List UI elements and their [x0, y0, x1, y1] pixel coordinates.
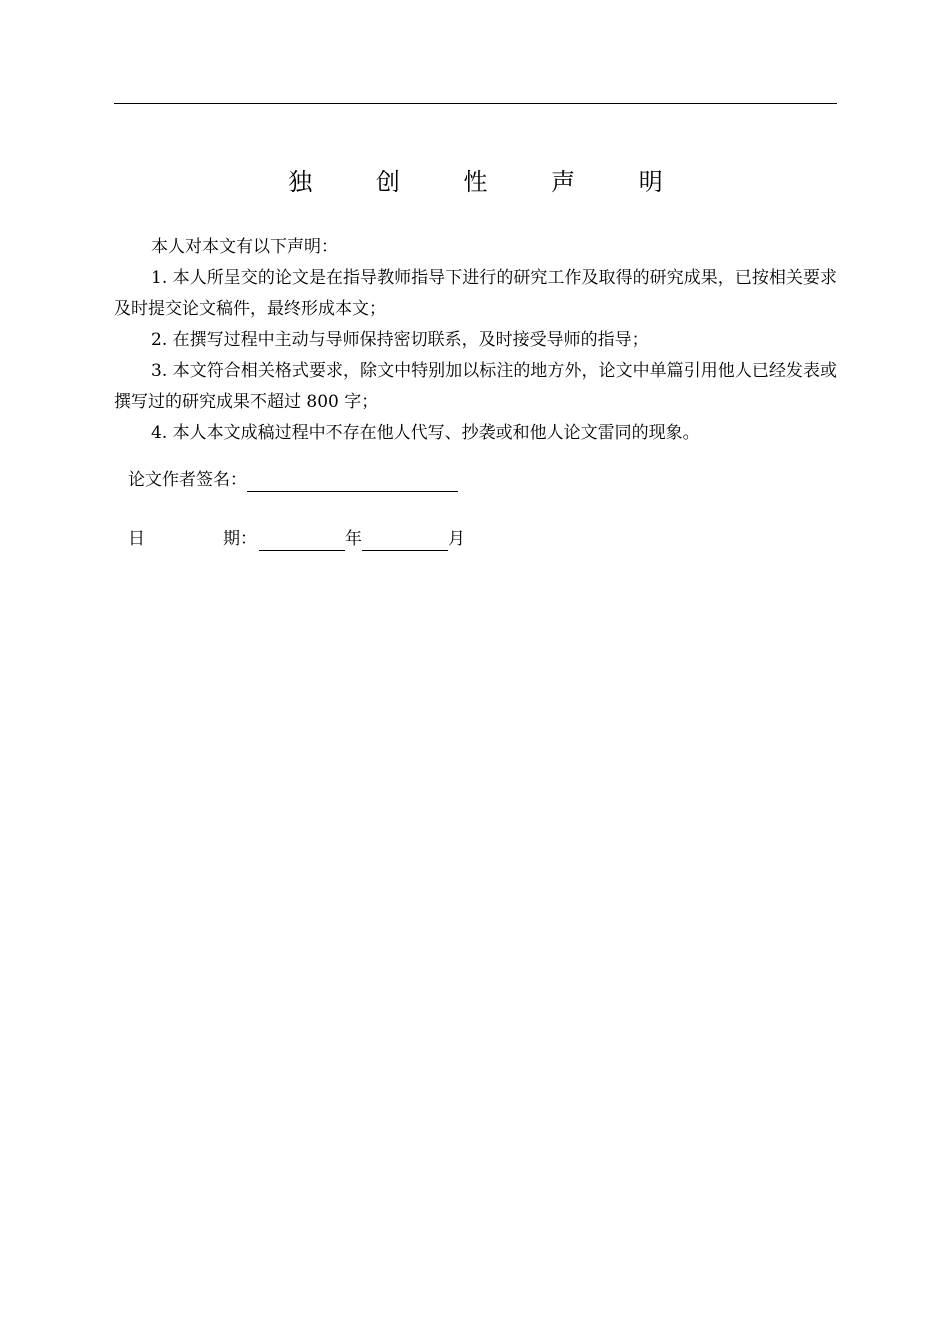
page-title: 独 创 性 声 明 — [288, 168, 691, 196]
declaration-item-4: 4. 本人本文成稿过程中不存在他人代写、抄袭或和他人论文雷同的现象。 — [151, 423, 700, 443]
date-row — [128, 527, 465, 551]
declaration-body — [114, 232, 837, 449]
month-label: 月 — [448, 529, 465, 549]
header-rule — [114, 103, 837, 104]
declaration-item-2: 2. 在撰写过程中主动与导师保持密切联系，及时接受导师的指导； — [151, 330, 649, 350]
declaration-item-3: 3. 本文符合相关格式要求，除文中特别加以标注的地方外，论文中单篇引用他人已经发表或撰写过的研究成果不超过 800 字； — [114, 361, 837, 412]
declaration-item-1: 1. 本人所呈交的论文是在指导教师指导下进行的研究工作及取得的研究成果，已按相关要求及时提交论文稿件，最终形成本文； — [114, 268, 837, 319]
year-blank[interactable] — [259, 530, 345, 551]
intro-paragraph: 本人对本文有以下声明： — [151, 237, 338, 257]
signature-label: 论文作者签名： — [128, 470, 247, 490]
month-blank[interactable] — [362, 530, 448, 551]
signature-blank[interactable] — [247, 471, 458, 492]
signature-row — [128, 468, 458, 492]
date-label: 日 期： — [128, 529, 257, 549]
year-label: 年 — [345, 529, 362, 549]
